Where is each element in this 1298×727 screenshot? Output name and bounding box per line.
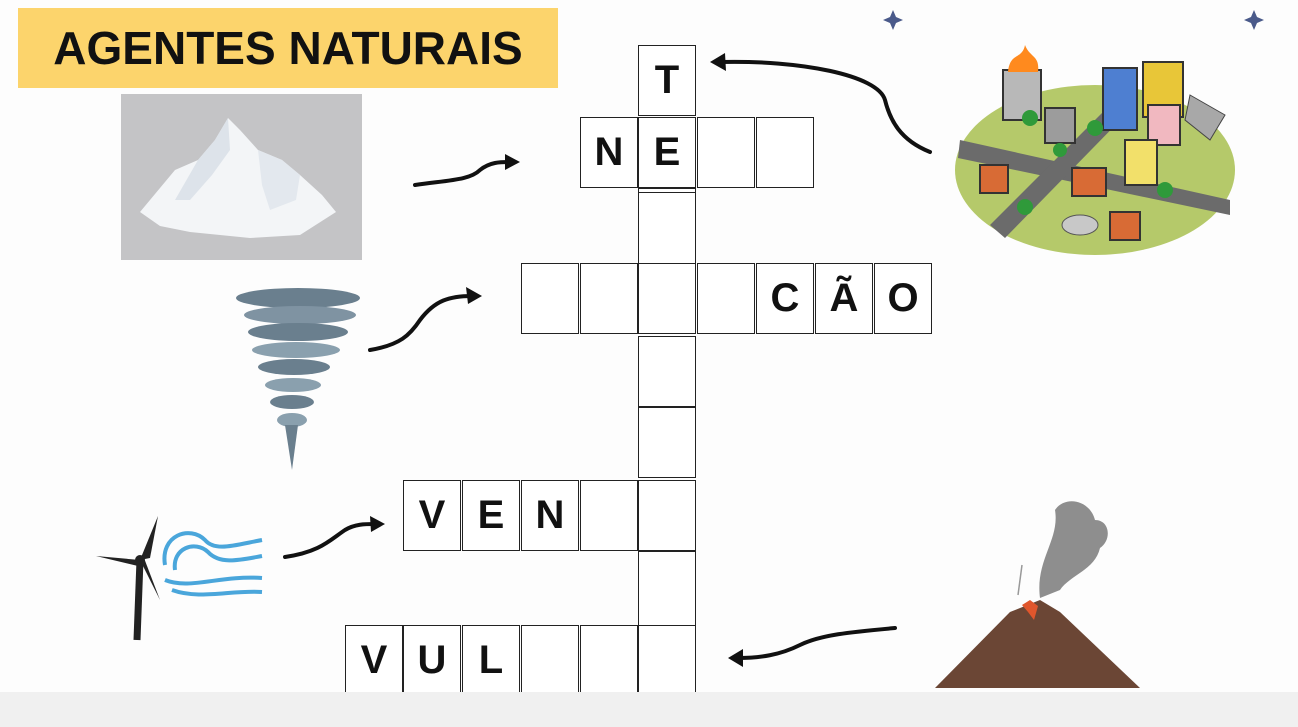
grid-cell[interactable] xyxy=(638,625,696,696)
grid-cell[interactable]: V xyxy=(403,480,461,551)
grid-cell[interactable] xyxy=(638,336,696,407)
grid-cell[interactable] xyxy=(756,117,814,188)
grid-cell[interactable]: E xyxy=(638,117,696,188)
grid-cell[interactable] xyxy=(638,407,696,478)
grid-cell[interactable] xyxy=(638,551,696,626)
grid-cell[interactable]: N xyxy=(521,480,579,551)
grid-cell[interactable] xyxy=(580,625,638,696)
glacier-image xyxy=(121,94,362,260)
grid-cell[interactable] xyxy=(638,263,696,334)
arrow-volcano xyxy=(738,628,895,658)
grid-cell[interactable] xyxy=(580,480,638,551)
earthquake-image xyxy=(955,45,1235,255)
grid-cell[interactable] xyxy=(580,263,638,334)
grid-cell[interactable]: N xyxy=(580,117,638,188)
tornado-image xyxy=(236,288,360,470)
sparkles xyxy=(883,10,1264,30)
grid-cell[interactable]: C xyxy=(756,263,814,334)
grid-cell[interactable] xyxy=(697,263,755,334)
grid-cell[interactable] xyxy=(697,117,755,188)
grid-cell-t[interactable]: T xyxy=(638,45,696,116)
grid-cell[interactable]: Ã xyxy=(815,263,873,334)
grid-cell[interactable]: V xyxy=(345,625,403,696)
footer-bar xyxy=(0,692,1298,727)
grid-cell[interactable] xyxy=(521,625,579,696)
grid-cell[interactable] xyxy=(638,480,696,551)
grid-cell[interactable]: U xyxy=(403,625,461,696)
grid-cell[interactable]: L xyxy=(462,625,520,696)
volcano-image xyxy=(935,501,1140,688)
activity-title: AGENTES NATURAIS xyxy=(18,8,558,88)
arrow-tornado xyxy=(370,296,472,350)
wind-image xyxy=(96,516,262,640)
arrow-wind xyxy=(285,524,375,557)
grid-cell[interactable] xyxy=(521,263,579,334)
arrow-glacier xyxy=(415,162,510,185)
grid-cell[interactable]: O xyxy=(874,263,932,334)
grid-cell[interactable] xyxy=(638,192,696,264)
grid-cell[interactable]: E xyxy=(462,480,520,551)
